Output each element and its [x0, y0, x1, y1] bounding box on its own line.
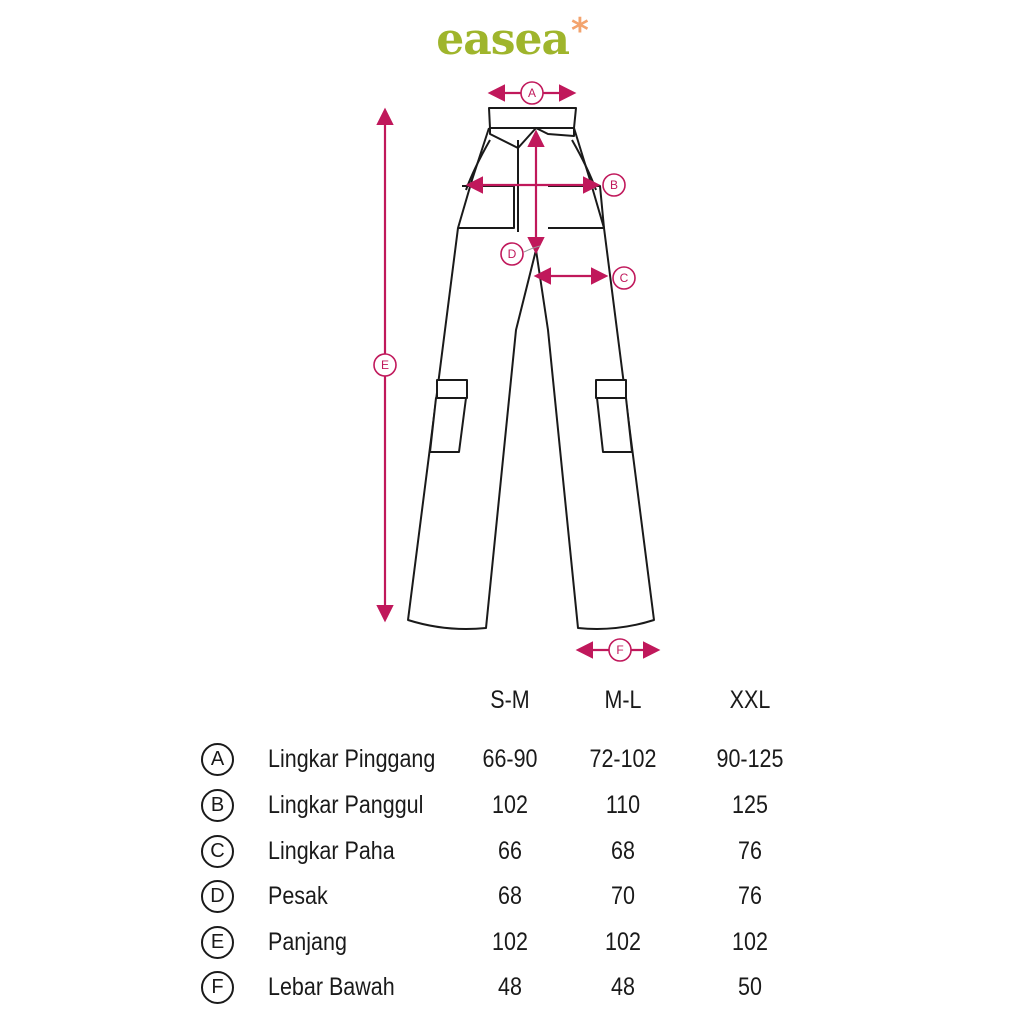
svg-text:D: D [507, 247, 517, 261]
value-cell: 48 [611, 973, 635, 1001]
value-cell: 48 [498, 973, 522, 1001]
row-name-lingkar-panggul: Lingkar Panggul [268, 791, 424, 819]
row-badge-b: B [201, 789, 234, 822]
row-badge-a: A [201, 743, 234, 776]
value-cell: 76 [738, 837, 762, 865]
value-cell: 50 [738, 973, 762, 1001]
row-name-pesak: Pesak [268, 882, 328, 910]
column-header-xxl: XXL [729, 686, 771, 714]
svg-text:A: A [527, 86, 537, 100]
value-cell: 66-90 [482, 745, 538, 773]
column-header-s-m: S-M [490, 686, 530, 714]
value-cell: 102 [492, 791, 528, 819]
value-cell: 76 [738, 882, 762, 910]
row-badge-f: F [201, 971, 234, 1004]
logo-text: easea [436, 14, 569, 65]
logo-star-icon: * [571, 11, 588, 51]
row-name-panjang: Panjang [268, 928, 347, 956]
row-badge-c: C [201, 835, 234, 868]
value-cell: 70 [611, 882, 635, 910]
value-cell: 72-102 [589, 745, 657, 773]
row-badge-e: E [201, 926, 234, 959]
value-cell: 66 [498, 837, 522, 865]
row-badge-d: D [201, 880, 234, 913]
value-cell: 102 [732, 928, 768, 956]
value-cell: 102 [605, 928, 641, 956]
row-name-lingkar-paha: Lingkar Paha [268, 837, 395, 865]
value-cell: 68 [498, 882, 522, 910]
svg-text:F: F [616, 643, 624, 657]
svg-text:C: C [619, 271, 629, 285]
row-name-lebar-bawah: Lebar Bawah [268, 973, 395, 1001]
column-header-m-l: M-L [604, 686, 642, 714]
value-cell: 110 [605, 791, 641, 819]
value-cell: 102 [492, 928, 528, 956]
value-cell: 90-125 [716, 745, 784, 773]
value-cell: 125 [732, 791, 768, 819]
svg-text:B: B [609, 178, 619, 192]
svg-text:E: E [380, 358, 390, 372]
row-name-lingkar-pinggang: Lingkar Pinggang [268, 745, 436, 773]
value-cell: 68 [611, 837, 635, 865]
